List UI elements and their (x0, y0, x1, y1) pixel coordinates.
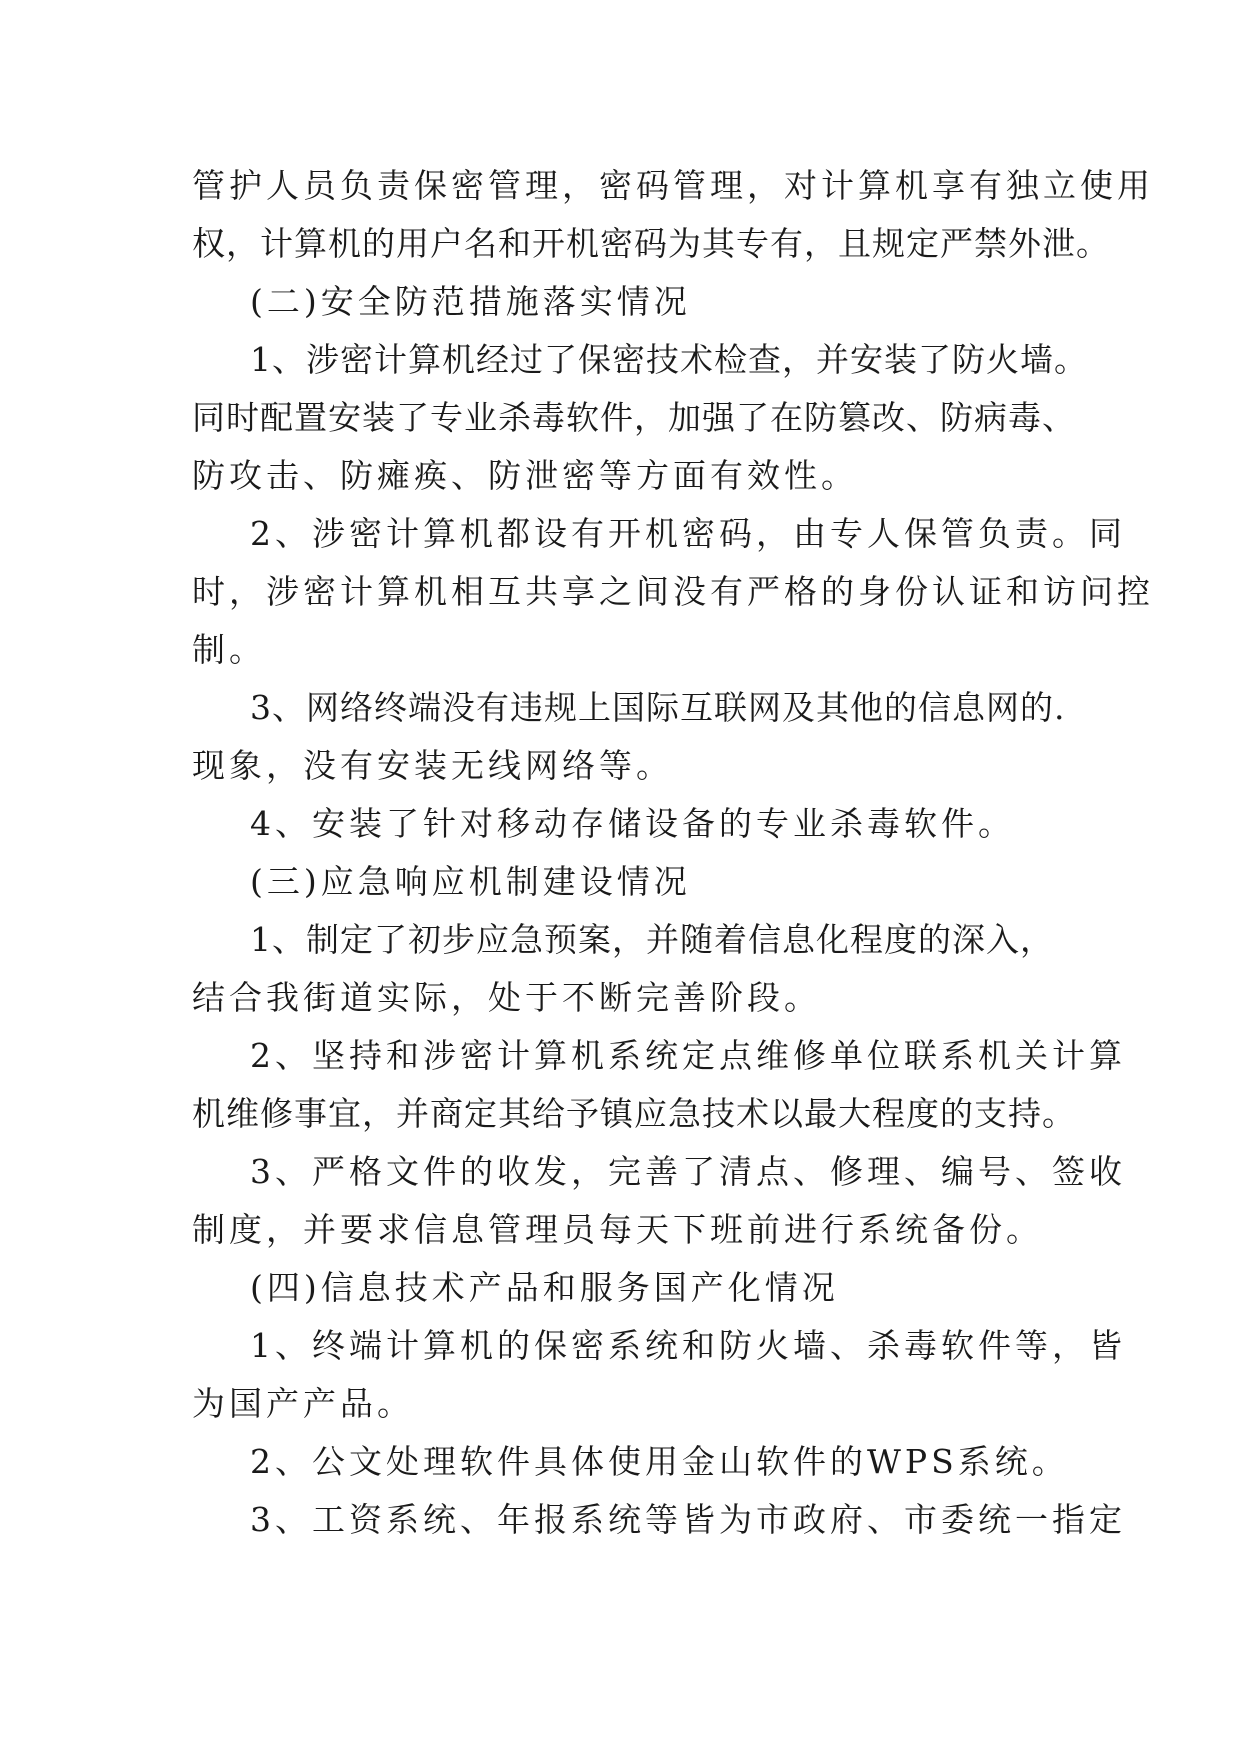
paragraph-line: 同时配置安装了专业杀毒软件，加强了在防篡改、防病毒、 (192, 398, 1076, 437)
paragraph-line: 4、安装了针对移动存储设备的专业杀毒软件。 (250, 804, 1015, 843)
paragraph-line: 制。 (192, 630, 266, 669)
paragraph-line: 机维修事宜，并商定其给予镇应急技术以最大程度的支持。 (192, 1094, 1076, 1133)
paragraph-line: 为国产产品。 (192, 1384, 414, 1423)
paragraph-line: 3、网络终端没有违规上国际互联网及其他的信息网的. (250, 688, 1066, 727)
paragraph-line: 结合我街道实际，处于不断完善阶段。 (192, 978, 821, 1017)
paragraph-line: 权，计算机的用户名和开机密码为其专有，且规定严禁外泄。 (192, 224, 1110, 263)
paragraph-line: 1、涉密计算机经过了保密技术检查，并安装了防火墙。 (250, 340, 1088, 379)
paragraph-line: 管护人员负责保密管理，密码管理，对计算机享有独立使用 (192, 166, 1154, 205)
paragraph-line: 2、涉密计算机都设有开机密码，由专人保管负责。同 (250, 514, 1126, 553)
paragraph-line: 2、坚持和涉密计算机系统定点维修单位联系机关计算 (250, 1036, 1126, 1075)
section-heading: (三)应急响应机制建设情况 (250, 862, 691, 901)
paragraph-line: 现象，没有安装无线网络等。 (192, 746, 673, 785)
paragraph-line: 3、严格文件的收发，完善了清点、修理、编号、签收 (250, 1152, 1126, 1191)
document-body (192, 157, 1154, 1549)
section-heading: (四)信息技术产品和服务国产化情况 (250, 1268, 839, 1307)
paragraph-line: 制度，并要求信息管理员每天下班前进行系统备份。 (192, 1210, 1043, 1249)
paragraph-line: 1、制定了初步应急预案，并随着信息化程度的深入， (250, 920, 1054, 959)
section-heading: (二)安全防范措施落实情况 (250, 282, 691, 321)
paragraph-line: 时，涉密计算机相互共享之间没有严格的身份认证和访问控 (192, 572, 1154, 611)
paragraph-line: 3、工资系统、年报系统等皆为市政府、市委统一指定 (250, 1500, 1126, 1539)
paragraph-line: 2、公文处理软件具体使用金山软件的WPS系统。 (250, 1442, 1069, 1481)
paragraph-line: 防攻击、防瘫痪、防泄密等方面有效性。 (192, 456, 858, 495)
paragraph-line: 1、终端计算机的保密系统和防火墙、杀毒软件等，皆 (250, 1326, 1126, 1365)
